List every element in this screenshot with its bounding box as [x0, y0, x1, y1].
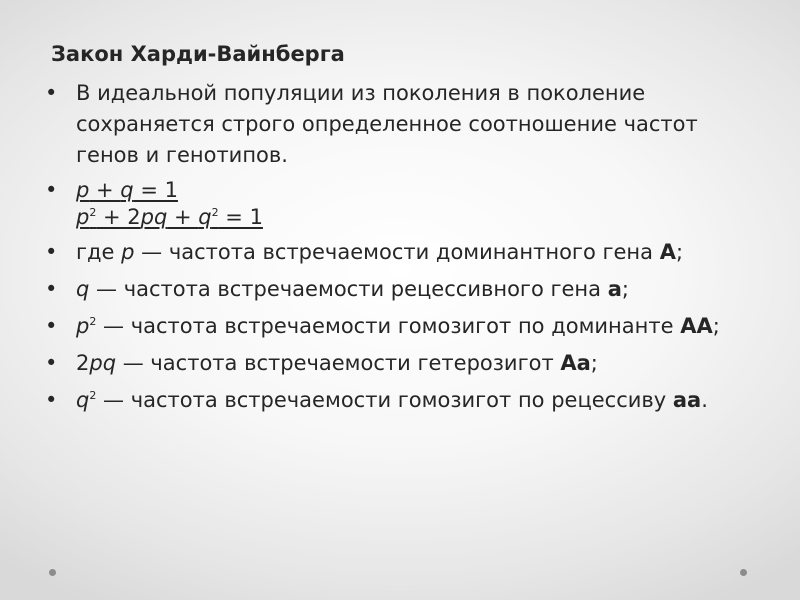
var-p: p [76, 314, 90, 338]
var-q: q [120, 178, 134, 202]
op-equals-one: = 1 [218, 205, 263, 229]
var-p: p [121, 240, 135, 264]
definition-text: — частота встречаемости гомозигот по доминанте [96, 314, 681, 338]
punctuation: ; [621, 277, 629, 301]
gene-symbol: а [607, 277, 622, 301]
punctuation: ; [675, 240, 684, 264]
var-pq: pq [140, 205, 168, 229]
definition-text: — частота встречаемости рецессивного гена [89, 277, 608, 301]
var-q: q [76, 388, 90, 412]
op-plus: + [167, 205, 199, 229]
punctuation: ; [590, 351, 598, 375]
genotype-symbol: АА [680, 314, 713, 338]
bullet-p2-definition [44, 311, 734, 342]
var-q: q [198, 205, 212, 229]
prefix: где [76, 240, 122, 264]
coefficient: 2 [76, 351, 90, 375]
exponent: 2 [89, 389, 97, 402]
op-equals-one: = 1 [133, 178, 178, 202]
punctuation: ; [712, 314, 720, 338]
definition-text: — частота встречаемости доминантного гена [134, 240, 660, 264]
corner-dot-right-icon [740, 569, 747, 576]
gene-symbol: А [659, 240, 676, 264]
var-p: p [76, 205, 90, 229]
genotype-symbol: Аа [560, 351, 591, 375]
bullet-p-definition [44, 237, 734, 268]
slide-title: Закон Харди-Вайнберга [51, 42, 345, 66]
genotype-symbol: аа [672, 388, 702, 412]
bullet-ideal-population [44, 78, 734, 171]
bullet-q2-definition [44, 385, 734, 416]
bullet-text: В идеальной популяции из поколения в поколение сохраняется строго определенное соотношение частот генов и генотипов. [76, 81, 698, 167]
exponent: 2 [211, 206, 219, 219]
bullet-q-definition [44, 274, 734, 305]
op-plus-two: + 2 [96, 205, 141, 229]
op-plus: + [89, 178, 121, 202]
definition-text: — частота встречаемости гетерозигот [116, 351, 561, 375]
bullet-2pq-definition [44, 348, 734, 379]
exponent: 2 [89, 206, 97, 219]
var-q: q [76, 277, 90, 301]
var-p: p [76, 178, 90, 202]
formula-genotype-sum [76, 205, 263, 229]
formula-allele-sum [76, 178, 178, 202]
exponent: 2 [89, 315, 97, 328]
corner-dot-left-icon [49, 569, 56, 576]
definition-text: — частота встречаемости гомозигот по рецессиву [96, 388, 673, 412]
bullet-list [44, 78, 734, 422]
punctuation: . [701, 388, 708, 412]
bullet-formulas [44, 177, 734, 231]
var-pq: pq [89, 351, 117, 375]
